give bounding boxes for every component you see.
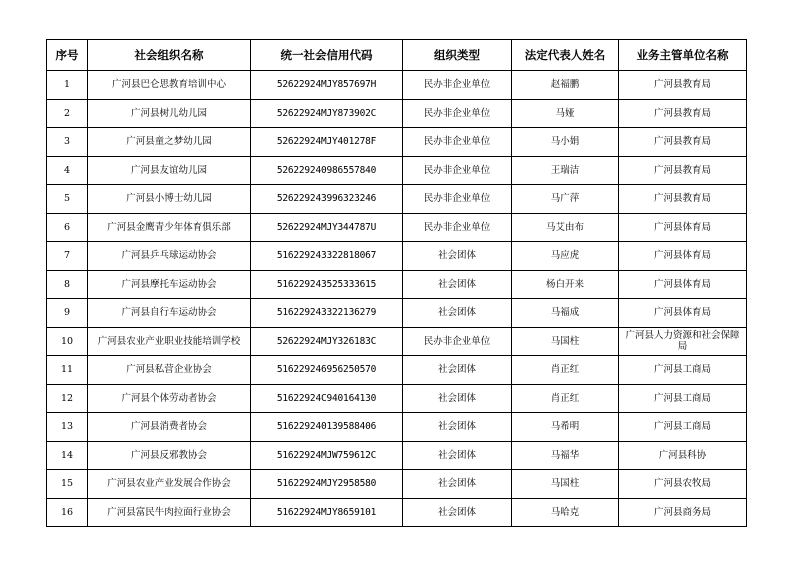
cell-serial-number: 8 — [47, 270, 88, 299]
cell-organization-type: 社会团体 — [403, 356, 512, 385]
cell-serial-number: 14 — [47, 441, 88, 470]
cell-organization-type: 民办非企业单位 — [403, 128, 512, 157]
cell-supervising-department: 广河县体育局 — [619, 270, 747, 299]
cell-legal-representative: 肖正红 — [512, 384, 619, 413]
cell-organization-name: 广河县个体劳动者协会 — [88, 384, 251, 413]
cell-serial-number: 2 — [47, 99, 88, 128]
cell-serial-number: 9 — [47, 299, 88, 328]
header-organization-type: 组织类型 — [403, 40, 512, 71]
table-row — [47, 470, 747, 499]
table-row — [47, 156, 747, 185]
cell-supervising-department: 广河县教育局 — [619, 185, 747, 214]
cell-serial-number: 15 — [47, 470, 88, 499]
cell-organization-name: 广河县摩托车运动协会 — [88, 270, 251, 299]
cell-legal-representative: 马希明 — [512, 413, 619, 442]
cell-legal-representative: 赵福鹏 — [512, 71, 619, 100]
cell-supervising-department: 广河县工商局 — [619, 384, 747, 413]
header-serial-number: 序号 — [47, 40, 88, 71]
cell-credit-code: 516229243525333615 — [251, 270, 403, 299]
cell-legal-representative: 王瑞洁 — [512, 156, 619, 185]
cell-credit-code: 52622924MJY344787U — [251, 213, 403, 242]
table-row — [47, 413, 747, 442]
cell-supervising-department: 广河县教育局 — [619, 71, 747, 100]
cell-organization-name: 广河县巴仑思教育培训中心 — [88, 71, 251, 100]
cell-serial-number: 11 — [47, 356, 88, 385]
cell-supervising-department: 广河县人力资源和社会保障局 — [619, 327, 747, 356]
header-credit-code: 统一社会信用代码 — [251, 40, 403, 71]
cell-serial-number: 7 — [47, 242, 88, 271]
table-header — [47, 40, 747, 71]
cell-legal-representative: 杨白开来 — [512, 270, 619, 299]
cell-credit-code: 516229243322818067 — [251, 242, 403, 271]
cell-organization-type: 民办非企业单位 — [403, 213, 512, 242]
cell-credit-code: 51622924MJW759612C — [251, 441, 403, 470]
table-row — [47, 498, 747, 527]
cell-serial-number: 13 — [47, 413, 88, 442]
cell-supervising-department: 广河县教育局 — [619, 128, 747, 157]
cell-legal-representative: 马广萍 — [512, 185, 619, 214]
cell-legal-representative: 马国柱 — [512, 327, 619, 356]
organization-registry-table — [46, 39, 747, 527]
cell-credit-code: 526229240986557840 — [251, 156, 403, 185]
table-row — [47, 384, 747, 413]
cell-organization-name: 广河县反邪教协会 — [88, 441, 251, 470]
cell-organization-type: 民办非企业单位 — [403, 185, 512, 214]
cell-serial-number: 16 — [47, 498, 88, 527]
cell-organization-type: 民办非企业单位 — [403, 71, 512, 100]
cell-supervising-department: 广河县教育局 — [619, 156, 747, 185]
cell-organization-name: 广河县消费者协会 — [88, 413, 251, 442]
cell-supervising-department: 广河县体育局 — [619, 213, 747, 242]
table-row — [47, 327, 747, 356]
cell-credit-code: 52622924MJY857697H — [251, 71, 403, 100]
cell-organization-type: 社会团体 — [403, 413, 512, 442]
cell-credit-code: 516229240139588406 — [251, 413, 403, 442]
cell-organization-name: 广河县树儿幼儿园 — [88, 99, 251, 128]
cell-organization-type: 民办非企业单位 — [403, 327, 512, 356]
cell-organization-type: 社会团体 — [403, 270, 512, 299]
table-row — [47, 99, 747, 128]
cell-organization-type: 社会团体 — [403, 441, 512, 470]
cell-legal-representative: 马应虎 — [512, 242, 619, 271]
cell-organization-name: 广河县童之梦幼儿园 — [88, 128, 251, 157]
cell-serial-number: 5 — [47, 185, 88, 214]
header-supervising-department: 业务主管单位名称 — [619, 40, 747, 71]
cell-organization-name: 广河县乒乓球运动协会 — [88, 242, 251, 271]
cell-supervising-department: 广河县商务局 — [619, 498, 747, 527]
cell-serial-number: 4 — [47, 156, 88, 185]
cell-serial-number: 3 — [47, 128, 88, 157]
cell-supervising-department: 广河县科协 — [619, 441, 747, 470]
cell-legal-representative: 马艾由布 — [512, 213, 619, 242]
header-legal-representative: 法定代表人姓名 — [512, 40, 619, 71]
cell-organization-name: 广河县富民牛肉拉面行业协会 — [88, 498, 251, 527]
table-row — [47, 71, 747, 100]
cell-supervising-department: 广河县教育局 — [619, 99, 747, 128]
header-organization-name: 社会组织名称 — [88, 40, 251, 71]
cell-legal-representative: 马哈克 — [512, 498, 619, 527]
cell-organization-name: 广河县私营企业协会 — [88, 356, 251, 385]
cell-supervising-department: 广河县农牧局 — [619, 470, 747, 499]
cell-credit-code: 51622924MJY2958580 — [251, 470, 403, 499]
cell-credit-code: 516229243322136279 — [251, 299, 403, 328]
cell-credit-code: 52622924MJY401278F — [251, 128, 403, 157]
table-body — [47, 71, 747, 527]
cell-organization-type: 民办非企业单位 — [403, 99, 512, 128]
cell-credit-code: 51622924C940164130 — [251, 384, 403, 413]
cell-credit-code: 526229243996323246 — [251, 185, 403, 214]
table-row — [47, 299, 747, 328]
table-row — [47, 128, 747, 157]
cell-serial-number: 6 — [47, 213, 88, 242]
table-row — [47, 356, 747, 385]
cell-legal-representative: 马国柱 — [512, 470, 619, 499]
table-row — [47, 213, 747, 242]
cell-organization-type: 社会团体 — [403, 498, 512, 527]
cell-credit-code: 516229246956250570 — [251, 356, 403, 385]
cell-legal-representative: 肖正红 — [512, 356, 619, 385]
table-row — [47, 441, 747, 470]
cell-credit-code: 52622924MJY873902C — [251, 99, 403, 128]
cell-supervising-department: 广河县体育局 — [619, 299, 747, 328]
cell-supervising-department: 广河县体育局 — [619, 242, 747, 271]
cell-serial-number: 12 — [47, 384, 88, 413]
cell-legal-representative: 马娅 — [512, 99, 619, 128]
cell-organization-name: 广河县农业产业发展合作协会 — [88, 470, 251, 499]
table-row — [47, 242, 747, 271]
cell-legal-representative: 马福成 — [512, 299, 619, 328]
cell-serial-number: 1 — [47, 71, 88, 100]
cell-organization-name: 广河县金鹰青少年体育俱乐部 — [88, 213, 251, 242]
cell-legal-representative: 马小娟 — [512, 128, 619, 157]
cell-credit-code: 52622924MJY326183C — [251, 327, 403, 356]
cell-supervising-department: 广河县工商局 — [619, 356, 747, 385]
table-row — [47, 270, 747, 299]
cell-supervising-department: 广河县工商局 — [619, 413, 747, 442]
cell-organization-type: 社会团体 — [403, 299, 512, 328]
cell-organization-type: 社会团体 — [403, 242, 512, 271]
cell-credit-code: 51622924MJY8659101 — [251, 498, 403, 527]
cell-organization-name: 广河县农业产业职业技能培训学校 — [88, 327, 251, 356]
cell-organization-type: 社会团体 — [403, 470, 512, 499]
header-row — [47, 40, 747, 71]
cell-legal-representative: 马福华 — [512, 441, 619, 470]
cell-organization-type: 民办非企业单位 — [403, 156, 512, 185]
table-row — [47, 185, 747, 214]
cell-organization-type: 社会团体 — [403, 384, 512, 413]
cell-organization-name: 广河县友谊幼儿园 — [88, 156, 251, 185]
cell-serial-number: 10 — [47, 327, 88, 356]
cell-organization-name: 广河县自行车运动协会 — [88, 299, 251, 328]
cell-organization-name: 广河县小博士幼儿园 — [88, 185, 251, 214]
